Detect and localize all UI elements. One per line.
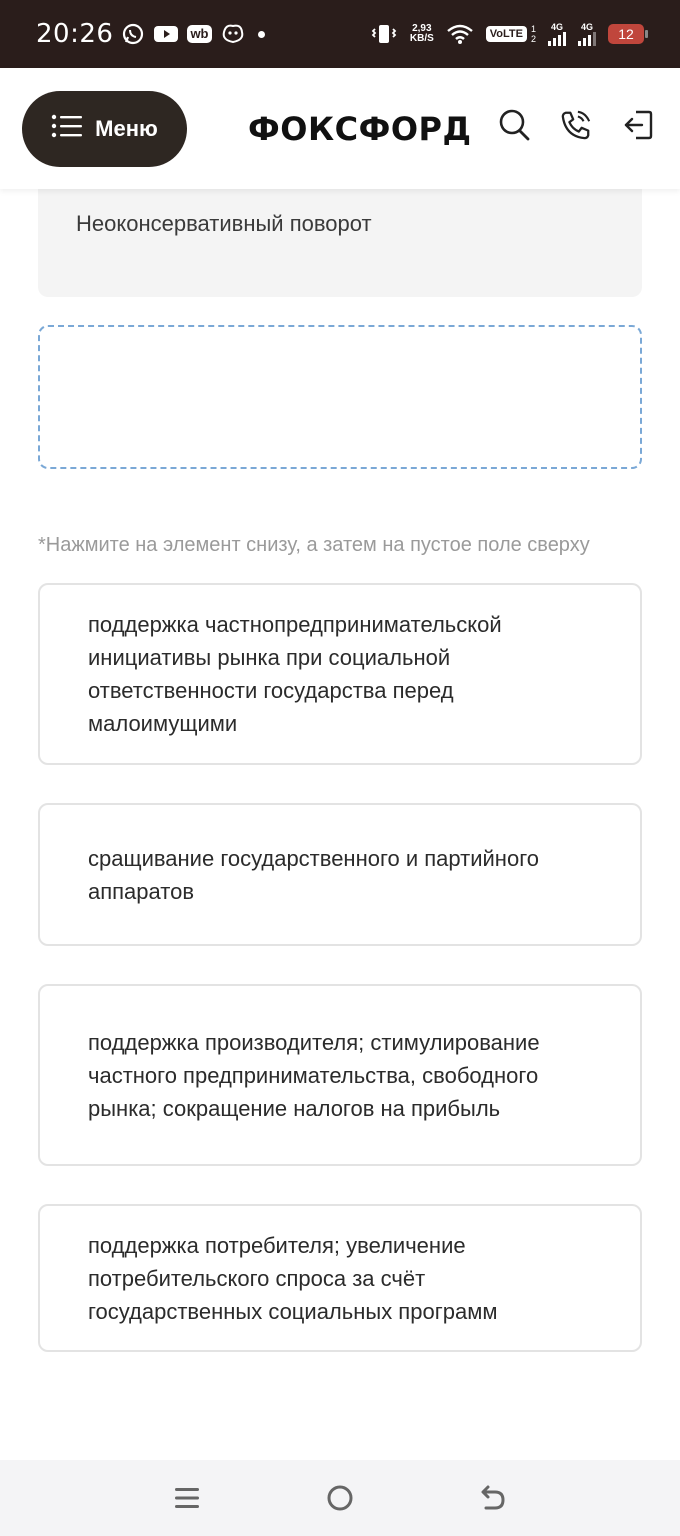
sim-indicator — [531, 24, 536, 44]
app-header — [0, 68, 680, 189]
net2-label: 4G — [580, 21, 593, 32]
answer-option[interactable] — [38, 984, 642, 1166]
answer-drop-zone[interactable] — [38, 325, 642, 469]
sim1-label: 1 — [530, 24, 536, 34]
answer-option[interactable] — [38, 583, 642, 765]
system-navigation-bar — [0, 1460, 680, 1536]
answer-option-text: сращивание государственного и партийного аппаратов — [88, 845, 539, 904]
vibrate-icon — [370, 22, 398, 46]
status-time: 20:26 — [36, 19, 114, 49]
app-mascot-icon — [220, 22, 246, 46]
instruction-hint: *Нажмите на элемент снизу, а затем на пустое поле сверху — [38, 534, 590, 556]
matching-target-card — [38, 189, 642, 297]
wildberries-icon: wb — [187, 25, 211, 43]
notification-dot — [258, 31, 265, 38]
sim2-label: 2 — [530, 34, 536, 44]
foxford-logo[interactable]: ФОКСФОРД — [248, 110, 472, 148]
phone-icon[interactable] — [560, 108, 592, 142]
hamburger-icon — [51, 114, 83, 144]
login-icon[interactable] — [622, 108, 654, 142]
status-bar — [0, 0, 680, 68]
whatsapp-icon — [121, 22, 145, 46]
volte-badge: VoLTE — [486, 26, 527, 42]
menu-button[interactable] — [22, 91, 187, 167]
signal-bars-icon — [578, 32, 596, 46]
recent-apps-icon[interactable] — [167, 1478, 207, 1518]
header-actions — [498, 108, 654, 142]
signal-sim2 — [578, 23, 596, 46]
answer-option[interactable] — [38, 803, 642, 946]
signal-bars-icon — [548, 32, 566, 46]
answer-option-text: поддержка частнопредпринимательской инициативы рынка при социальной ответственности государства перед малоимущими — [88, 612, 502, 736]
network-speed-unit: KB/S — [409, 33, 434, 44]
answer-option[interactable] — [38, 1204, 642, 1352]
matching-target-label: Неоконсервативный поворот — [76, 211, 372, 236]
status-bar-left — [36, 19, 265, 49]
menu-button-label: Меню — [95, 115, 158, 141]
net1-label: 4G — [550, 21, 563, 32]
home-icon[interactable] — [320, 1478, 360, 1518]
battery-icon — [608, 24, 644, 44]
answer-option-text: поддержка потребителя; увеличение потребительского спроса за счёт государственных социальных программ — [88, 1232, 498, 1324]
search-icon[interactable] — [498, 108, 530, 142]
battery-level: 12 — [618, 26, 634, 42]
status-bar-right — [370, 22, 644, 46]
back-icon[interactable] — [473, 1478, 513, 1518]
signal-sim1 — [548, 23, 566, 46]
answer-option-text: поддержка производителя; стимулирование частного предпринимательства, свободного рынка; сокращение налогов на прибыль — [88, 1029, 540, 1121]
network-speed-value: 2,93 — [412, 23, 432, 34]
youtube-icon — [153, 24, 179, 44]
network-speed — [410, 24, 434, 44]
wifi-icon — [446, 23, 474, 45]
